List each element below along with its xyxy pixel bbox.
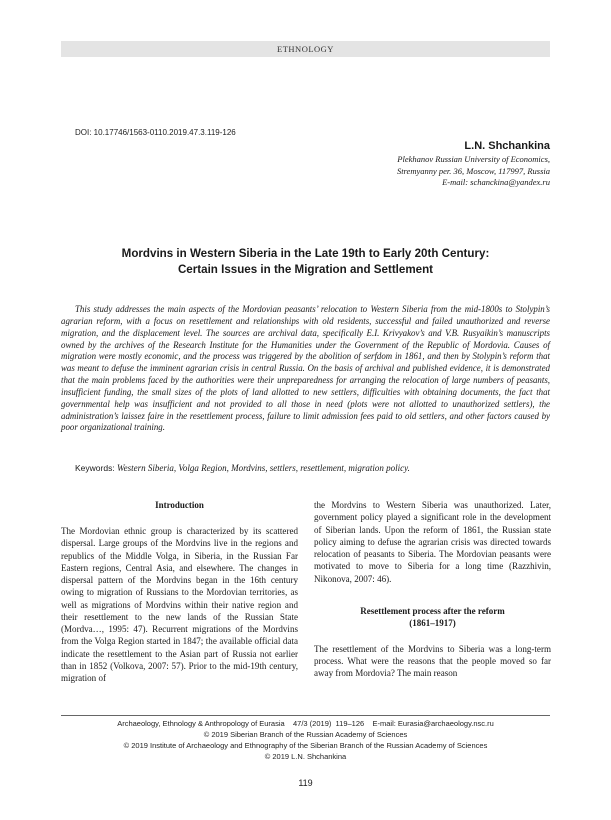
author-block	[230, 140, 550, 189]
copyright-line: © 2019 Institute of Archaeology and Ethnography of the Siberian Branch of the Russian Academy of Sciences	[123, 741, 488, 750]
doi-line: DOI: 10.17746/1563-0110.2019.47.3.119-126	[75, 128, 236, 137]
introduction-heading: Introduction	[155, 500, 204, 510]
page-number: 119	[298, 778, 313, 788]
address-line: Stremyanny per. 36, Moscow, 117997, Russia	[396, 165, 550, 176]
left-column	[61, 499, 298, 684]
author-name: L.N. Shchankina	[464, 140, 550, 152]
introduction-paragraph: The Mordovian ethnic group is characterized by its scattered dispersal. Large groups of the Mordvins live in the regions and republics of the Middle Volga, in Siberia, in the Russian Far Eastern regions, Central Asia, and elsewhere. The changes in dispersal pattern of the Mordvins began in the 16th century owing to migration of Russians to the Mordovian territories, as well as migrations of Mordvins within their native region and their resettlement to the new lands of the Russian State (Mordva…, 1995: 47). Recurrent migrations of the Mordvins from the Volga Region started in 1847; the available official data indicate the resettlement to the Asian part of Russia not earlier than in 1852 (Volkova, 2007: 57). Prior to the mid-19th century, migration of	[61, 526, 298, 683]
keywords	[75, 462, 550, 474]
title-line: Certain Issues in the Migration and Settlement	[177, 263, 434, 276]
email-line: E-mail: schanckina@yandex.ru	[442, 177, 550, 187]
keywords-label: Keywords:	[75, 463, 115, 473]
copyright-line: © 2019 Siberian Branch of the Russian Academy of Sciences	[203, 730, 408, 739]
abstract: This study addresses the main aspects of the Mordovian peasants’ relocation to Western Siberia from the mid-1800s to Stolypin’s agrarian reform, with a focus on resettlement and relationships with old residents, successful and failed unauthorized and reverse migration, and the displacement level. The sources are archival data, specifically E.I. Krivyakov’s and V.B. Rusyaikin’s manuscripts owned by the archives of the Research Institute for the Humanities under the Government of the Republic of Mordovia. Causes of migration were mostly economic, and the process was triggered by the abolition of serfdom in 1861, and then by Stolypin’s reform that was meant to defuse the imminent agrarian crisis in central Russia. On the basis of archival and published evidence, it is demonstrated that the main problems faced by the authorities were their unpreparedness for arranging the relocation of large numbers of peasants, insufficient funding, the small sizes of the plots of land allotted to new settlers, difficulties with obtaining documents, the fact that governmental help was insufficient and not provided to all those in need (plots were not allotted to unauthorized settlers), the administration’s laissez faire in the resettlement process, failure to limit admission fees paid to old settlers, and other factors caused by poor organizational training.	[61, 304, 550, 433]
section-heading-line: (1861–1917)	[409, 617, 456, 628]
keywords-list: Western Siberia, Volga Region, Mordvins, settlers, resettlement, migration policy.	[116, 463, 410, 473]
right-column	[314, 499, 551, 680]
title-line: Mordvins in Western Siberia in the Late 19th to Early 20th Century:	[121, 247, 490, 260]
body-paragraph: The resettlement of the Mordvins to Siberia was a long-term process. What were the reasons that the people moved so far away from Mordovia? The main reason	[314, 643, 551, 679]
section-header-bar	[61, 41, 550, 57]
section-label: ETHNOLOGY	[277, 44, 334, 54]
copyright-line: © 2019 L.N. Shchankina	[264, 752, 347, 761]
affiliation-line: Plekhanov Russian University of Economics,	[397, 154, 550, 164]
footer	[61, 718, 550, 762]
journal-line: Archaeology, Ethnology & Anthropology of Eurasia 47/3 (2019) 119–126 E-mail: Eurasia@archaeology.nsc.ru	[117, 719, 494, 728]
section-heading	[314, 605, 551, 629]
body-paragraph: the Mordvins to Western Siberia was unauthorized. Later, government policy played a significant role in the development of Siberian lands. Upon the reform of 1861, the Russian state policy aiming to defuse the agrarian crisis was directed towards relocation of peasants to Siberia. The Mordovian peasants were motivated to move to Siberia for a long time (Razzhivin, Nikonova, 2007: 46).	[314, 500, 551, 584]
article-title	[61, 246, 550, 278]
footer-divider	[61, 715, 550, 716]
section-heading-line: Resettlement process after the reform	[360, 605, 505, 616]
